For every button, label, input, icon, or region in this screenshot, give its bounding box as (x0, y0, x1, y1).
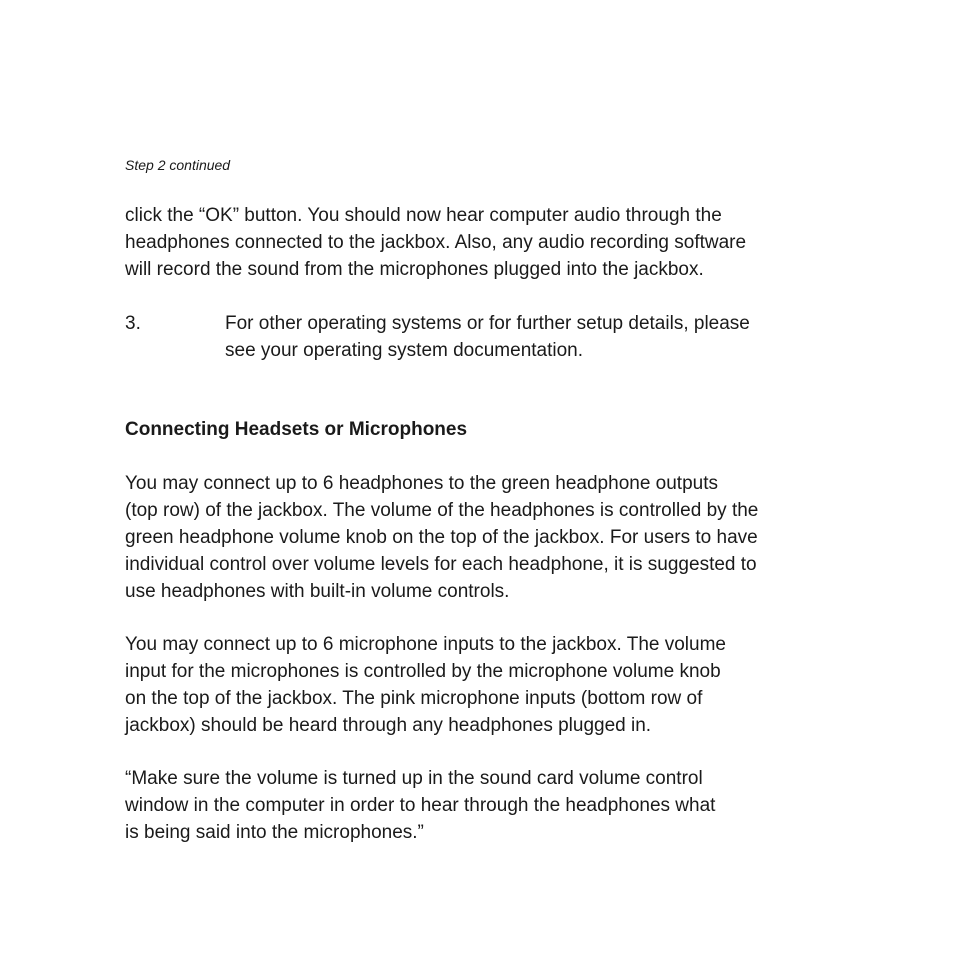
paragraph-line: click the “OK” button. You should now hear computer audio through the (125, 205, 722, 226)
paragraph-line: on the top of the jackbox. The pink microphone inputs (bottom row of (125, 688, 703, 709)
paragraph-line: You may connect up to 6 headphones to the green headphone outputs (125, 473, 718, 494)
paragraph-line: You may connect up to 6 microphone inputs to the jackbox. The volume (125, 634, 726, 655)
intro-paragraph (125, 202, 746, 283)
step-3-text (225, 310, 750, 364)
paragraph-line: use headphones with built-in volume controls. (125, 581, 510, 602)
step-continued-note: Step 2 continued (125, 157, 231, 173)
paragraph-line: headphones connected to the jackbox. Also, any audio recording software (125, 232, 747, 253)
paragraph-line: jackbox) should be heard through any headphones plugged in. (125, 715, 652, 736)
paragraph-line: see your operating system documentation. (225, 340, 584, 361)
headphones-paragraph (125, 470, 758, 605)
volume-note-paragraph (125, 765, 715, 846)
paragraph-line: (top row) of the jackbox. The volume of the headphones is controlled by the (125, 500, 759, 521)
paragraph-line: window in the computer in order to hear through the headphones what (125, 795, 716, 816)
step-number: 3. (125, 313, 141, 334)
paragraph-line: input for the microphones is controlled by the microphone volume knob (125, 661, 721, 682)
paragraph-line: For other operating systems or for further setup details, please (225, 313, 750, 334)
paragraph-line: will record the sound from the microphones plugged into the jackbox. (125, 259, 704, 280)
section-heading: Connecting Headsets or Microphones (125, 419, 468, 440)
microphones-paragraph (125, 631, 726, 739)
paragraph-line: individual control over volume levels for each headphone, it is suggested to (125, 554, 757, 575)
paragraph-line: is being said into the microphones.” (125, 822, 424, 843)
paragraph-line: green headphone volume knob on the top of the jackbox. For users to have (125, 527, 758, 548)
paragraph-line: “Make sure the volume is turned up in the sound card volume control (125, 768, 703, 789)
